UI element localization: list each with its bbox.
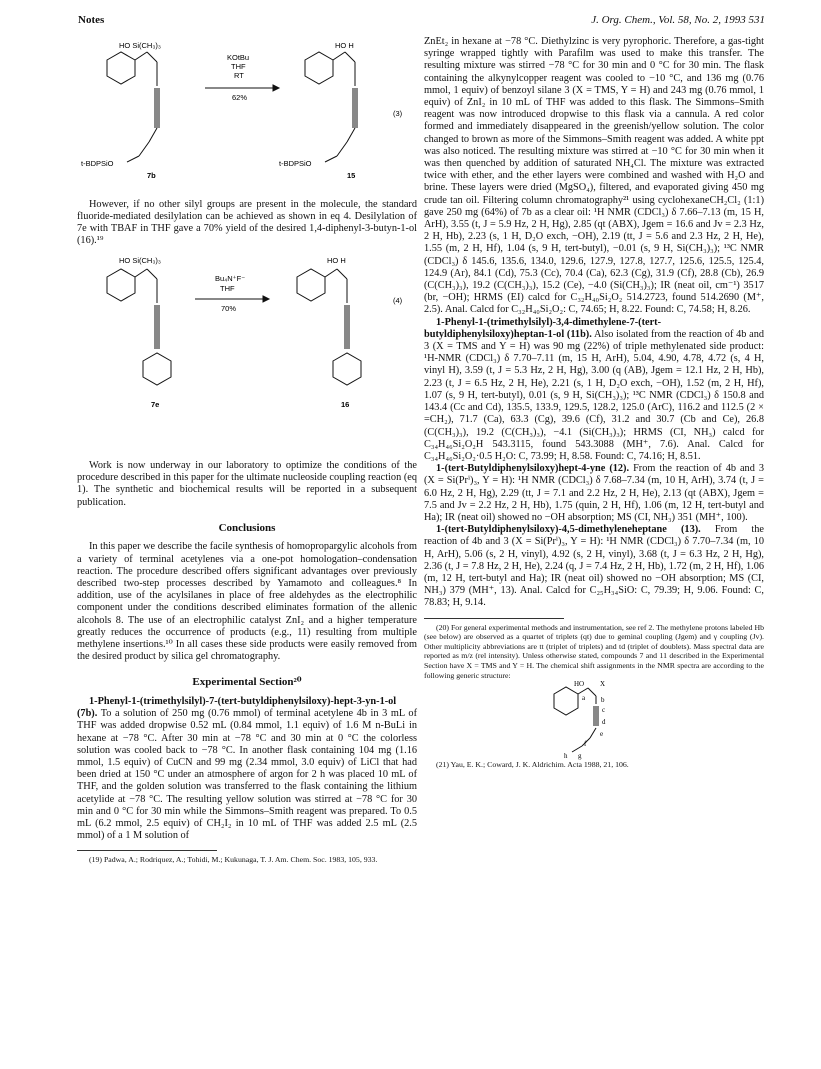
struct-d: d bbox=[602, 718, 606, 727]
running-head-right: J. Org. Chem., Vol. 58, No. 2, 1993 531 bbox=[591, 14, 765, 26]
scheme4-start-label: 7e bbox=[151, 400, 160, 410]
right-column bbox=[424, 36, 764, 770]
scheme-eq3-drawing bbox=[77, 38, 417, 188]
scheme-eq3 bbox=[77, 38, 417, 191]
left-column bbox=[77, 36, 417, 865]
scheme4-start-top: HO Si(CH₃)₃ bbox=[119, 256, 161, 266]
scheme3-reagent-2: THF bbox=[231, 62, 246, 71]
scheme3-start-label: 7b bbox=[147, 171, 156, 180]
paragraph-compound-11b bbox=[424, 317, 764, 463]
compound-12-body: From the reaction of 4b and 3 (X = Si(Prⁱ)₃, Y = H): ¹H NMR (CDCl₃) δ 7.68–7.34 (m, 10 H, ArH), 3.74 (t, J = 6.0 Hz, 2 H, Hg), 2.29 (tt, J = 7.1 and 2.2 Hz, 2 H, He), 2.13 (qt (ABX), Jgem = 7.5 and Jv = 2.2 Hz, 2 H, Hb), 1.75 (quin, 2 H, Hf), 1.06 (m, 12 H, tert-butyl and Ha); IR (neat oil) showed no −OH absorption; MS (CI, NH₃) 351 (MH⁺, 100). bbox=[424, 463, 765, 523]
compound-11b-title: 1-Phenyl-1-(trimethylsilyl)-3,4-dimethylene-7-(tert-butyldiphenylsiloxy)heptan-1-ol (11b). bbox=[424, 316, 662, 340]
struct-x: X bbox=[600, 680, 606, 689]
compound-11b-body: Also isolated from the reaction of 4b and 3 (X = TMS and Y = H) was 90 mg (22%) of triple methylenated side product: ¹H-NMR (CDCl₃) δ 7.70–7.11 (m, 15 H, ArH), 5.04, 4.90, 4.78, 4.72 (s, 4 H, vinyl H), 3.59 (t, J = 5.3 Hz, 2 H, Hg), 3.00 (q (AB), Jgem = 12.1 Hz, 2 H, Hb), 2.23 (t, J = 6.5 Hz, 2 H, He), 2.21 (s, 1 H, D₂O exch, −OH), 1.52 (m, 2 H, Hf), 1.07 (s, 9 H, tert-butyl), 0.01 (s, 9 H, Si(CH₃)₃); ¹³C NMR (CDCl₃) δ 150.8 and 143.4 (Cc and Cd), 135.5, 133.9, 129.5, 128.2, 125.0 (ArC), 116.2 and 112.5 (2 × =CH₂), 71.7 (Ca), 63.3 (Cg), 39.6 (Cf), 31.2 and 30.7 (Cb and Ce), 26.8 (C(CH₃)₃), 19.2 (C(CH₃)₃), −4.1 (Si(CH₃)₃); HRMS (CI, NH₃) calcd for C₃₄H₄₆Si₂O₂H 543.3115, found 543.3088 (MH⁺, 7.6). Anal. Calcd for C₃₄H₄₆Si₂O₂·0.5 H₂O: C, 73.99; H, 8.58. Found: C, 74.16; H, 8.51. bbox=[424, 328, 764, 462]
paragraph-compound-13 bbox=[424, 524, 764, 609]
compound-13-title: 1-(tert-Butyldiphenylsiloxy)-4,5-dimethyleneheptane (13). bbox=[436, 524, 701, 536]
compound-7b-title: 1-Phenyl-1-(trimethylsilyl)-7-(tert-butyldiphenylsiloxy)-hept-3-yn-1-ol (7b). bbox=[77, 696, 397, 720]
scheme3-product-top: HO H bbox=[335, 41, 354, 50]
paragraph-compound-12 bbox=[424, 463, 764, 524]
paragraph-conclusions: In this paper we describe the facile synthesis of homopropargylic alcohols from a variety of terminal acetylenes via a one-pot homologation–condensation reaction. The procedure described offers significant advantages over previously described two-step processes described by Yamamoto and colleagues.⁸ In addition, use of the acylsilanes in place of free aldehydes as the electrophilic component under the conditions described eliminates formation of the allenic alcohols 8. The use of an electrophilic catalyst ZnI₂ and a higher temperature greatly reduces the occurrence of products (e.g., 11) resulting from multiple methylene insertions.¹⁰ In all cases these side products were easily removed from the desired product by silica gel chromatography. bbox=[77, 541, 417, 663]
compound-7b-body: To a solution of 250 mg (0.76 mmol) of terminal acetylene 4b in 3 mL of THF was added dropwise 0.52 mL (0.84 mmol, 1.1 equiv) of 1.6 M n-BuLi in hexane at −78 °C. After 30 min at −78 °C and 30 min at 0 °C the colorless solution was cooled back to −78 °C. In another flask containing 104 mg (1.16 mmol, 1.5 equiv) of CuCN and 99 mg (2.34 mmol, 3.0 equiv) of LiCl that had been dried at 150 °C under an atmosphere of argon for 2 h was placed 10 mL of THF, and the golden solution was transferred to the flask containing the lithium acetylide at −78 °C. The resulting yellow solution was stirred at −78 °C for 30 min and 0 °C for 30 min while the Simmons–Smith reagent was prepared. To 0.5 mL (6.2 mmol, 2.5 equiv) of CH₂I₂ in 10 mL of THF was added 2.5 mL (2.5 mmol) of a 1 M solution of bbox=[77, 708, 417, 842]
scheme3-start-top: HO Si(CH₃)₃ bbox=[119, 41, 161, 50]
paragraph-future-work: Work is now underway in our laboratory to optimize the conditions of the procedure described in this paper for the ultimate nucleoside coupling reaction (eq 1). The synthetic and biochemical results will be reported in a subsequent publication. bbox=[77, 460, 417, 508]
scheme3-product-label: 15 bbox=[347, 171, 356, 180]
struct-a: a bbox=[582, 694, 586, 703]
generic-structure-drawing bbox=[424, 680, 764, 760]
scheme4-product-label: 16 bbox=[341, 400, 350, 410]
scheme4-reagent-2: THF bbox=[220, 284, 235, 294]
paragraph-desilylation: However, if no other silyl groups are present in the molecule, the standard fluoride-mediated desilylation can be achieved as shown in eq 4. Desilylation of 7e with TBAF in THF gave a 70% yield of the desired 1,4-diphenyl-3-butyn-1-ol (16).¹⁹ bbox=[77, 198, 417, 247]
paragraph-compound-7b bbox=[77, 696, 417, 842]
scheme3-eq-number: (3) bbox=[393, 109, 403, 118]
scheme4-product-top: HO H bbox=[327, 256, 346, 266]
footnote-20: (20) For general experimental methods and instrumentation, see ref 2. The methylene protons labeled Hb (see below) are observed as a quartet of triplets (qt) due to geminal coupling (Jgem) and γ coupling (Jv). Other multiplicity abbreviations are tt (triplet of triplets) and td (triplet of doublets). Mass spectral data are reported as m/z (rel intensity). Unless otherwise stated, compounds 7 and 11 described in the Experimental Section have X = TMS and Y = H. The chemical shift assignments in the NMR spectra are according to the following generic structure: bbox=[424, 622, 764, 680]
footnote-19: (19) Padwa, A.; Rodriquez, A.; Tohidi, M.; Kukunaga, T. J. Am. Chem. Soc. 1983, 105, 933. bbox=[89, 855, 378, 865]
experimental-heading: Experimental Section²⁰ bbox=[192, 676, 302, 689]
scheme3-product-bottom: t-BDPSiO bbox=[279, 159, 312, 168]
compound-13-body: From the reaction of 4b and 3 (X = Si(Prⁱ)₃, Y = H): ¹H NMR (CDCl₃) δ 7.70–7.34 (m, 10 H, ArH), 5.06 (s, 2 H, vinyl), 4.92 (s, 2 H, vinyl), 3.68 (t, J = 6.3 Hz, 2 H, Hg), 2.36 (t, J = 7.8 Hz, 2 H, He), 2.24 (q, J = 7.4 Hz, 2 H, Hb), 1.72 (m, 2 H, Hf), 1.06 (m, 12 H, tert-butyl and Ha); IR (neat oil) showed no −OH absorption; MS (CI, NH₃) 379 (MH⁺, 13). Anal. Calcd for C₂₅H₃₄SiO: C, 79.39; H, 9.06. Found: C, 78.83; H, 9.14. bbox=[424, 524, 764, 609]
struct-h: h bbox=[564, 752, 568, 761]
compound-12-title: 1-(tert-Butyldiphenylsiloxy)hept-4-yne (12). bbox=[436, 463, 630, 475]
struct-b: b bbox=[601, 696, 605, 705]
scheme4-yield: 70% bbox=[221, 304, 237, 314]
paragraph-7b-continued: ZnEt₂ in hexane at −78 °C. Diethylzinc is very pyrophoric. Therefore, a gas-tight syringe wrapped tightly with Parafilm was used to make this transfer. The resulting mixture was stirred −78 °C for 30 min and 0 °C for 30 min. The flask containing the alkynylcopper reagent was cooled to −10 °C, and 136 mg (0.76 mmol, 1 equiv) of benzoyl silane 3 (X = TMS, Y = H) and 243 mg (0.76 mmol, 1 equiv) of ZnI₂ in 10 mL of THF was added to this flask. The Simmons–Smith reagent was now introduced dropwise to this flask via a cannula. A red color formed and immediately disappeared in the greenish/yellow solution. The color changed to brown as more of the Simmons–Smith reagent was added. A white ppt was also noticed. The resulting mixture was stirred at −10 °C for 30 min when it was then quenched by addition of saturated NH₄Cl. The mixture was extracted twice with ether, and the ether layers were combined and washed with H₂O and brine. These layers were dried (MgSO₄), filtered, and evaporated giving 450 mg crude tan oil. Filtering column chromatography²¹ using cyclohexaneCH₂Cl₂ (1:1) gave 250 mg (64%) of 7b as a clear oil: ¹H NMR (CDCl₃) δ 7.66–7.13 (m, 15 H, ArH), 3.55 (t, J = 5.9 Hz, 2 H, Hg), 2.85 (qt (ABX), Jgem = 16.6 and Jv = 2.3 Hz, 2 H, Hb), 2.23 (s, 1 H, D₂O exch, −OH), 2.19 (tt, J = 5.6 and 2.3 Hz, 2 H, He), 1.55 (m, 2 H, Hf), 1.04 (s, 9 H, tert-butyl), −0.01 (s, 9 H, Si(CH₃)₃); ¹³C NMR (CDCl₃) δ 145.6, 135.6, 134.0, 129.6, 127.9, 127.8, 127.7, 125.6, 125.5, 125.4, 124.9 (Ar), 84.1 (Cd), 75.3 (Cc), 70.4 (Ca), 62.3 (Cg), 31.9 (Cf), 28.8 (Cb), 26.9 (C(CH₃)₃), 19.2 (C(CH₃)₃), 15.2 (Ce), −4.0 (Si(CH₃)₃); IR (neat oil, cm⁻¹) 3517 (br, −OH); HRMS (EI) calcd for C₃₂H₄₀Si₂O₂ 514.2723, found 514.2690 (M⁺, 2.5). Anal. Calcd for C₃₂H₄₀Si₂O₂: C, 74.65; H, 8.22. Found: C, 74.58; H, 8.26. bbox=[424, 36, 764, 316]
struct-ho: HO bbox=[574, 680, 585, 689]
struct-e: e bbox=[600, 730, 604, 739]
struct-g: g bbox=[578, 752, 582, 761]
struct-f: f bbox=[584, 740, 587, 749]
scheme3-reagent-1: KOtBu bbox=[227, 53, 250, 62]
footnote-rule-left bbox=[77, 850, 217, 851]
struct-c: c bbox=[602, 706, 606, 715]
scheme3-yield: 62% bbox=[232, 93, 248, 102]
footnote-rule-right bbox=[424, 618, 564, 619]
scheme3-start-bottom: t-BDPSiO bbox=[81, 159, 114, 168]
scheme3-reagent-3: RT bbox=[234, 71, 244, 80]
footnote-21: (21) Yau, E. K.; Coward, J. K. Aldrichim. Acta 1988, 21, 106. bbox=[436, 760, 629, 770]
scheme4-reagent-1: Bu₄N⁺F⁻ bbox=[215, 274, 246, 284]
scheme-eq4 bbox=[77, 249, 417, 452]
conclusions-heading: Conclusions bbox=[218, 521, 276, 534]
scheme4-eq-number: (4) bbox=[393, 296, 403, 306]
scheme-eq4-drawing bbox=[77, 249, 417, 449]
generic-structure bbox=[424, 680, 764, 760]
running-head-left: Notes bbox=[78, 14, 105, 26]
